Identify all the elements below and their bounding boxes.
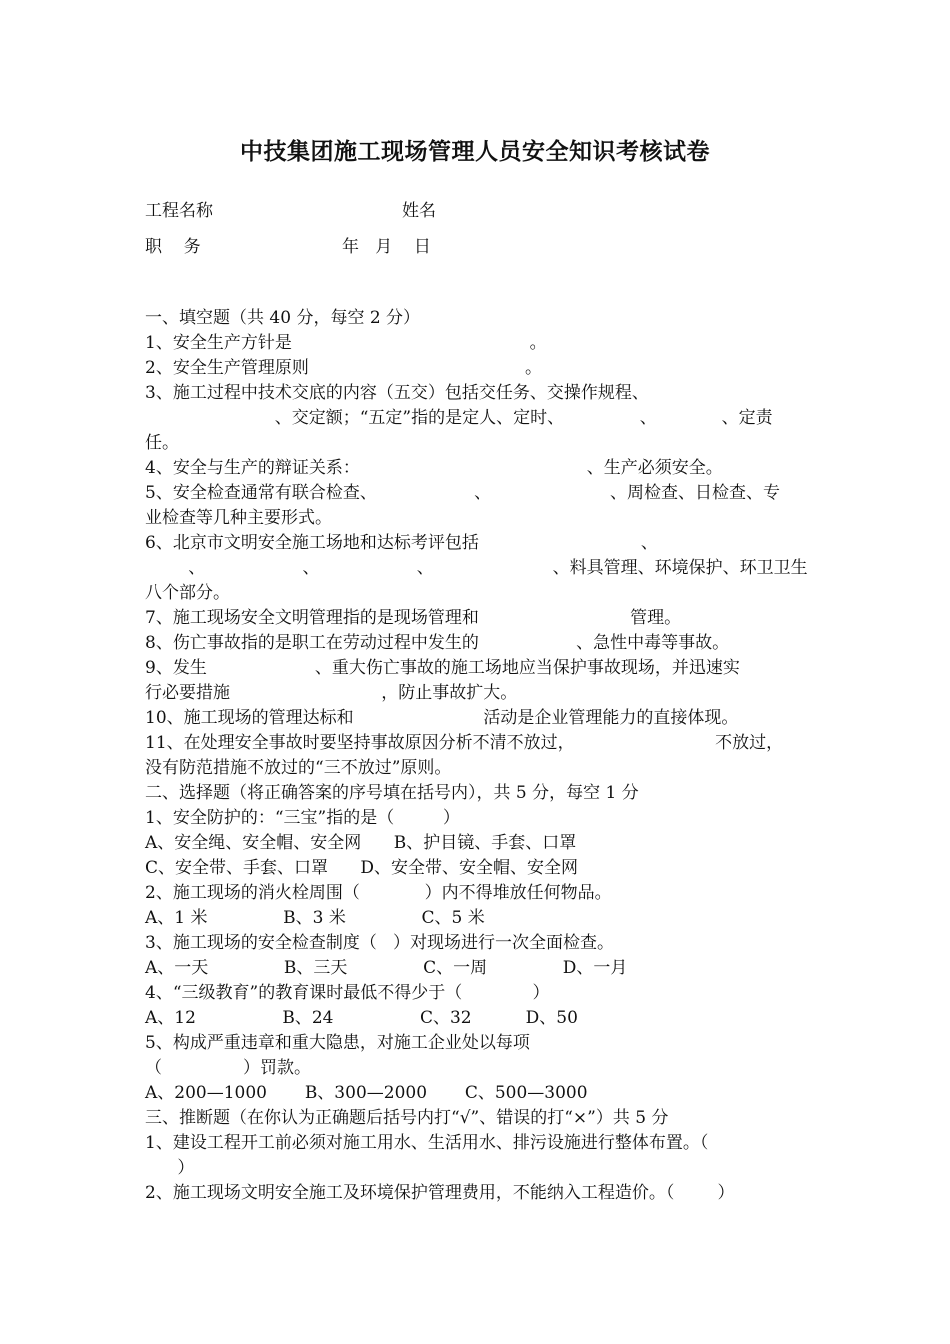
name-label: 姓名: [402, 201, 436, 221]
project-name-label: 工程名称: [145, 201, 213, 221]
answer-options: A、1 米 B、3 米 C、5 米: [145, 908, 485, 928]
question-line: 、交定额；“五定”指的是定人、定时、 、 、定责: [145, 408, 773, 428]
question-line: 7、施工现场安全文明管理指的是现场管理和 管理。: [145, 608, 682, 628]
question-line: ）: [145, 1158, 195, 1178]
question-line: 2、施工现场的消火栓周围（ ）内不得堆放任何物品。: [145, 883, 612, 903]
question-line: 任。: [145, 433, 179, 453]
question-line: 、 、 、 、料具管理、环境保护、环卫卫生: [145, 558, 808, 578]
question-line: 1、安全防护的：“三宝”指的是（ ）: [145, 808, 460, 828]
question-line: 1、安全生产方针是 。: [145, 333, 547, 353]
question-line: 1、建设工程开工前必须对施工用水、生活用水、排污设施进行整体布置。（: [145, 1133, 709, 1153]
question-line: 11、在处理安全事故时要坚持事故原因分析不清不放过， 不放过，: [145, 733, 784, 753]
page-title: 中技集团施工现场管理人员安全知识考核试卷: [240, 138, 710, 165]
question-line: 业检查等几种主要形式。: [145, 508, 332, 528]
question-line: 6、北京市文明安全施工场地和达标考评包括 、: [145, 533, 658, 553]
question-line: （ ）罚款。: [145, 1058, 312, 1078]
question-line: 没有防范措施不放过的“三不放过”原则。: [145, 758, 452, 778]
question-line: 10、施工现场的管理达标和 活动是企业管理能力的直接体现。: [145, 708, 739, 728]
answer-options: A、安全绳、安全帽、安全网 B、护目镜、手套、口罩: [145, 833, 577, 853]
question-line: 9、发生 、重大伤亡事故的施工场地应当保护事故现场，并迅速实: [145, 658, 740, 678]
question-line: 3、施工现场的安全检查制度（ ）对现场进行一次全面检查。: [145, 933, 615, 953]
question-line: 5、构成严重违章和重大隐患，对施工企业处以每项: [145, 1033, 530, 1053]
question-line: 4、“三级教育”的教育课时最低不得少于（ ）: [145, 983, 550, 1003]
answer-options: A、200—1000 B、300—2000 C、500—3000: [145, 1083, 588, 1103]
question-line: 5、安全检查通常有联合检查、 、 、周检查、日检查、专: [145, 483, 780, 503]
answer-options: A、12 B、24 C、32 D、50: [145, 1008, 578, 1028]
question-line: 2、施工现场文明安全施工及环境保护管理费用，不能纳入工程造价。（ ）: [145, 1183, 735, 1203]
answer-options: A、一天 B、三天 C、一周 D、一月: [145, 958, 628, 978]
section-true-false-heading: 三、推断题（在你认为正确题后括号内打“√”、错误的打“×”）共 5 分: [145, 1108, 669, 1128]
question-line: 3、施工过程中技术交底的内容（五交）包括交任务、交操作规程、: [145, 383, 649, 403]
answer-options: C、安全带、手套、口罩 D、安全带、安全帽、安全网: [145, 858, 579, 878]
date-label: 年 月 日: [342, 237, 431, 257]
section-multiple-choice-heading: 二、选择题（将正确答案的序号填在括号内），共 5 分，每空 1 分: [145, 783, 639, 803]
question-line: 行必要措施 ，防止事故扩大。: [145, 683, 518, 703]
position-label: 职 务: [145, 237, 201, 257]
question-line: 4、安全与生产的辩证关系： 、生产必须安全。: [145, 458, 723, 478]
question-line: 八个部分。: [145, 583, 230, 603]
section-fill-in-heading: 一、填空题（共 40 分，每空 2 分）: [145, 308, 421, 328]
question-line: 8、伤亡事故指的是职工在劳动过程中发生的 、急性中毒等事故。: [145, 633, 730, 653]
question-line: 2、安全生产管理原则 。: [145, 358, 542, 378]
